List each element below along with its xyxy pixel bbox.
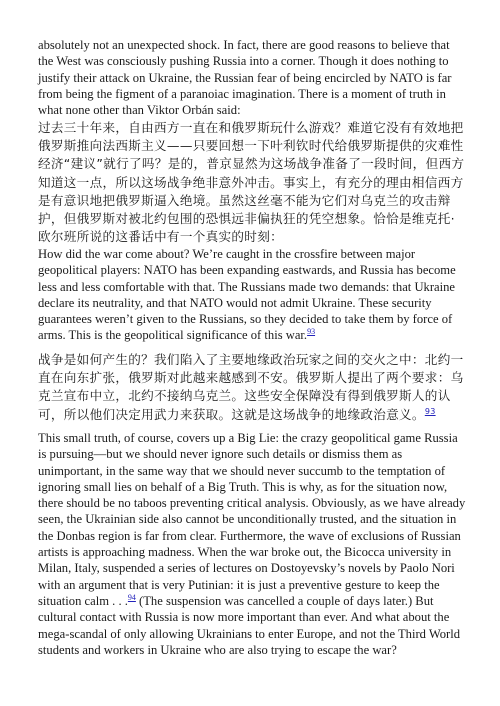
chinese-paragraph-2	[38, 351, 466, 424]
paragraph-text-tail: (The suspension was cancelled a couple of days later.) But cultural contact with Russia is now more important than ever. And what about the mega-scandal of only allowing Ukrainians to enter Europe, and not the Third World students and workers in Ukraine who are also trying to escape the war?	[38, 593, 461, 657]
footnote-ref-link[interactable]: 93	[424, 406, 436, 416]
english-paragraph-2	[38, 246, 466, 344]
footnote-ref-link[interactable]: 94	[127, 592, 136, 602]
chinese-paragraph-1	[38, 119, 466, 246]
paragraph-text: How did the war come about? We’re caught in the crossfire between major geopolitical players: NATO has been expanding eastwards, and Russia has become less and less comfortable with that. The Russians made two demands: that Ukraine declare its neutrality, and that NATO would not admit Ukraine. These security guarantees weren’t given to the Russians, so they decided to take them by force of arms. This is the geopolitical significance of this war.	[38, 247, 456, 343]
english-paragraph-3	[38, 430, 466, 658]
english-paragraph-1	[38, 37, 466, 118]
paragraph-text: absolutely not an unexpected shock. In fact, there are good reasons to believe that the West was consciously pushing Russia into a corner. Though it does nothing to justify their attack on Ukraine, the Russian fear of being encircled by NATO is far from being the figment of a paranoiac imagination. There is a moment of truth in what none other than Viktor Orbán said:	[38, 38, 452, 118]
footnote-ref-link[interactable]: 93	[307, 327, 316, 337]
paragraph-text: 战争是如何产生的？我们陷入了主要地缘政治玩家之间的交火之中：北约一直在向东扩张，俄罗斯对此越来越感到不安。俄罗斯人提出了两个要求：乌克兰宣布中立，北约不接纳乌克兰。这些安全保障没有得到俄罗斯人的认可，所以他们决定用武力来获取。这就是这场战争的地缘政治意义。	[38, 352, 464, 422]
paragraph-text: 过去三十年来，自由西方一直在和俄罗斯玩什么游戏？难道它没有有效地把俄罗斯推向法西斯主义——只要回想一下叶利钦时代给俄罗斯提供的灾难性经济“建议”就行了吗？是的，普京显然为这场战争准备了一段时间，但西方知道这一点，所以这场战争绝非意外冲击。事实上，有充分的理由相信西方是有意识地把俄罗斯逼入绝境。虽然这丝毫不能为它们对乌克兰的攻击辩护，但俄罗斯对被北约包围的恐惧远非偏执狂的凭空想象。恰恰是维克托·欧尔班所说的这番话中有一个真实的时刻：	[38, 120, 465, 245]
paragraph-text: This small truth, of course, covers up a Big Lie: the crazy geopolitical game Russia is pursuing—but we should never ignore such details or dismiss them as unimportant, in the same way that we should never succumb to the temptation of ignoring small lies on behalf of a Big Truth. This is why, as for the situation now, there should be no taboos preventing critical analysis. Obviously, as we have already seen, the Ukrainian side also cannot be unconditionally trusted, and the situation in the Donbas region is far from clear. Furthermore, the wave of exclusions of Russian artists is approaching madness. When the war broke out, the Bicocca university in Milan, Italy, suspended a series of lectures on Dostoyevsky’s novels by Paolo Nori with an argument that is very Putinian: it is just a preventive gesture to keep the situation calm . . .	[38, 431, 466, 608]
